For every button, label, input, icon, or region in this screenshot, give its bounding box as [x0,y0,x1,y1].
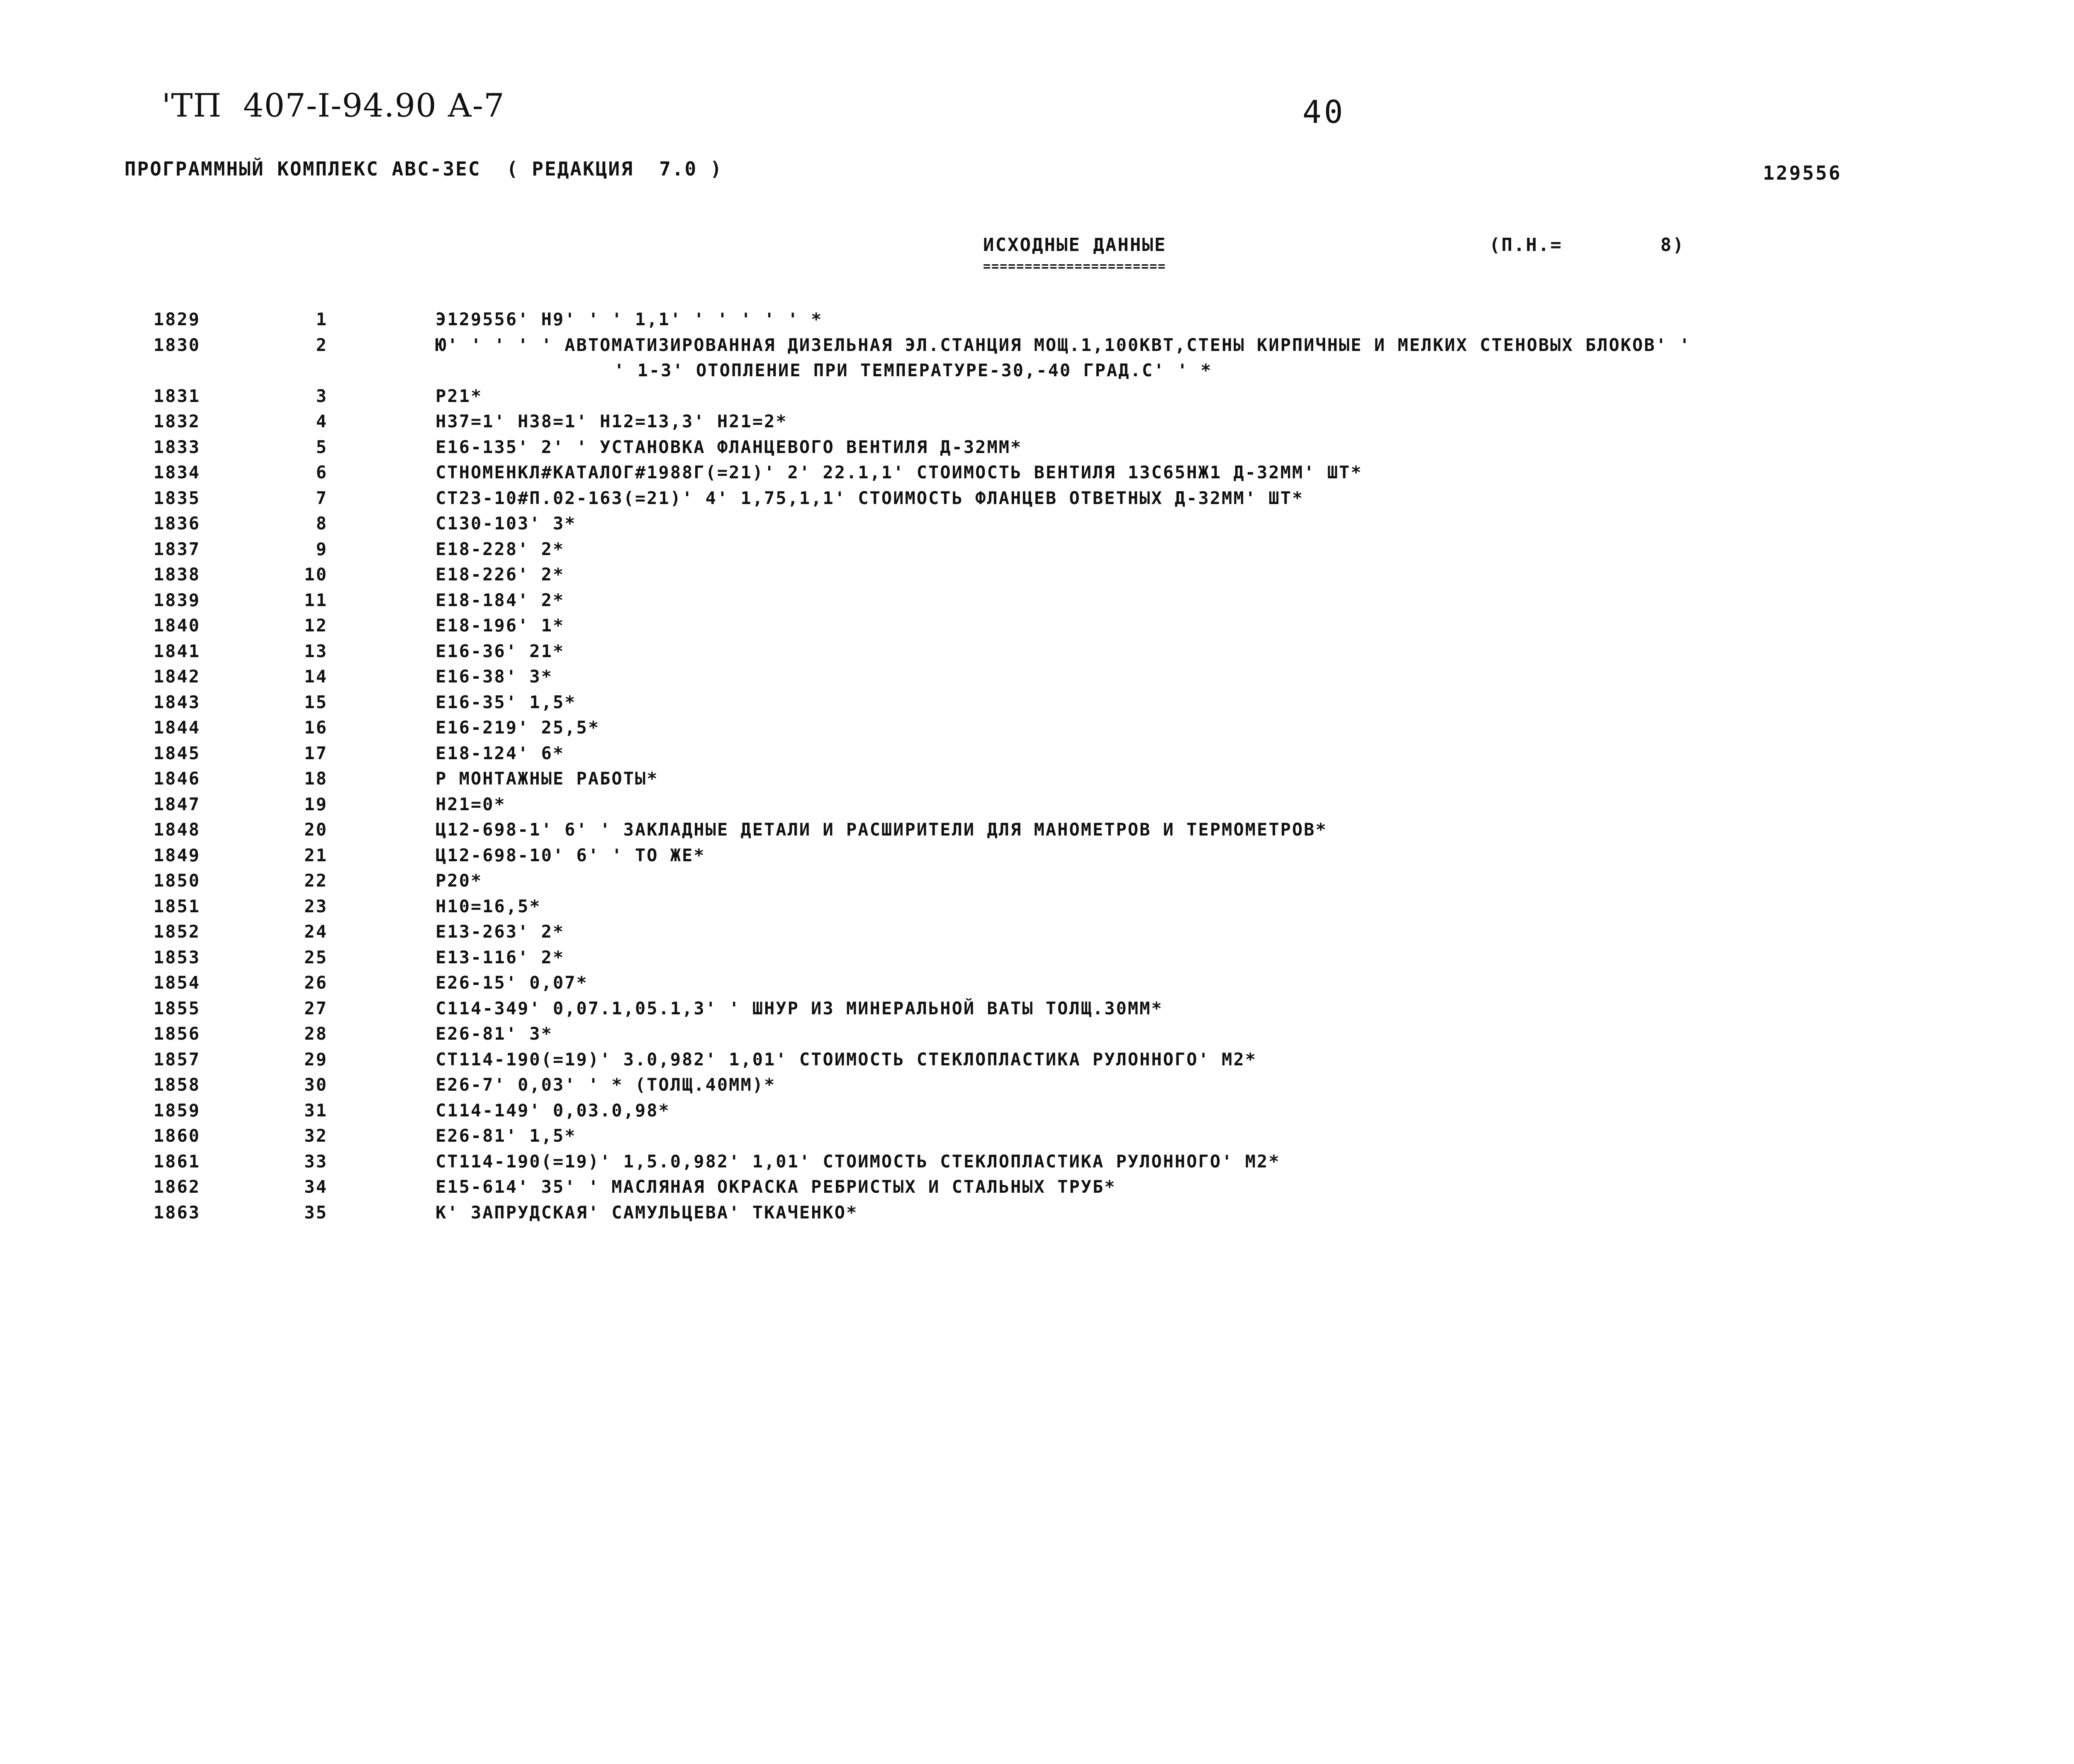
listing-row [0,768,2074,794]
sequence-number: 13 [304,641,328,661]
listing-row [0,335,2074,361]
record-text: Н10=16,5* [436,896,541,916]
record-text: Е26-81' 3* [436,1023,553,1044]
sequence-number: 35 [304,1202,328,1223]
record-text: Е26-7' 0,03' ' * (ТОЛЩ.40ММ)* [436,1074,776,1095]
line-number: 1860 [153,1126,201,1146]
sequence-number: 5 [316,436,328,457]
record-text: С114-349' 0,07.1,05.1,3' ' ШНУР ИЗ МИНЕРАЛЬНОЙ ВАТЫ ТОЛЩ.30ММ* [436,998,1163,1018]
record-text: Е16-38' 3* [436,666,553,687]
sequence-number: 15 [304,692,328,712]
listing-row [0,1126,2074,1151]
section-title-underline: ====================== [983,259,1166,274]
line-number: 1830 [153,334,201,355]
listing-row [0,1151,2074,1177]
record-text: Е18-228' 2* [436,538,565,559]
record-text: СТ114-190(=19)' 1,5.0,982' 1,01' СТОИМОСТЬ СТЕКЛОПЛАСТИКА РУЛОННОГО' М2* [436,1151,1280,1172]
line-number: 1846 [153,768,201,789]
listing-continuation-row [0,360,2074,386]
sequence-number: 21 [304,845,328,865]
line-number: 1841 [153,641,201,661]
listing-row [0,590,2074,616]
line-number: 1850 [153,870,201,891]
line-number: 1838 [153,564,201,585]
sequence-number: 34 [304,1177,328,1197]
line-number: 1859 [153,1100,201,1121]
sequence-number: 6 [316,462,328,482]
listing-row [0,1074,2074,1100]
line-number: 1837 [153,538,201,559]
record-text: Н21=0* [436,794,506,814]
section-param: (П.Н.= 8) [1489,234,1685,256]
listing-row [0,947,2074,973]
listing-row [0,386,2074,412]
sequence-number: 31 [304,1100,328,1121]
sequence-number: 30 [304,1074,328,1095]
line-number: 1835 [153,487,201,508]
record-text: Н37=1' Н38=1' Н12=13,3' Н21=2* [436,411,788,431]
line-number: 1843 [153,692,201,712]
line-number: 1857 [153,1049,201,1070]
listing-row [0,921,2074,947]
record-text: Е18-226' 2* [436,564,565,585]
sequence-number: 14 [304,666,328,687]
listing-row [0,615,2074,641]
sequence-number: 19 [304,794,328,814]
line-number: 1832 [153,411,201,431]
listing-row [0,309,2074,335]
listing-row [0,819,2074,845]
sequence-number: 23 [304,896,328,916]
line-number: 1840 [153,615,201,636]
section-title: ИСХОДНЫЕ ДАННЫЕ [983,234,1167,256]
sequence-number: 28 [304,1023,328,1044]
line-number: 1847 [153,794,201,814]
line-number: 1862 [153,1177,201,1197]
line-number: 1851 [153,896,201,916]
listing-row [0,488,2074,514]
record-text: Э129556' Н9' ' ' 1,1' ' ' ' ' ' * [436,309,823,329]
line-number: 1834 [153,462,201,482]
listing-row [0,564,2074,590]
listing-row [0,896,2074,922]
line-number: 1861 [153,1151,201,1172]
record-text: С130-103' 3* [436,513,577,534]
listing-row [0,870,2074,896]
record-text: Е15-614' 35' ' МАСЛЯНАЯ ОКРАСКА РЕБРИСТЫХ И СТАЛЬНЫХ ТРУБ* [436,1177,1116,1197]
record-text: Р21* [436,385,483,406]
line-number: 1845 [153,743,201,763]
record-text: СТ114-190(=19)' 3.0,982' 1,01' СТОИМОСТЬ СТЕКЛОПЛАСТИКА РУЛОННОГО' М2* [436,1049,1257,1070]
record-text: Е26-15' 0,07* [436,972,588,993]
sequence-number: 32 [304,1126,328,1146]
record-text: К' ЗАПРУДСКАЯ' САМУЛЬЦЕВА' ТКАЧЕНКО* [436,1202,858,1223]
listing-row [0,1202,2074,1228]
record-text: Е26-81' 1,5* [436,1126,577,1146]
line-number: 1831 [153,385,201,406]
sequence-number: 24 [304,921,328,942]
record-text: Ц12-698-10' 6' ' ТО ЖЕ* [436,845,706,865]
sequence-number: 1 [316,309,328,329]
sequence-number: 8 [316,513,328,534]
sequence-number: 18 [304,768,328,789]
listing-row [0,1177,2074,1202]
line-number: 1855 [153,998,201,1018]
line-number: 1854 [153,972,201,993]
listing-row [0,513,2074,539]
sequence-number: 25 [304,947,328,967]
sequence-number: 7 [316,487,328,508]
sequence-number: 2 [316,334,328,355]
listing-row [0,437,2074,463]
line-number: 1848 [153,819,201,840]
page-number: 40 [1302,93,1346,130]
line-number: 1836 [153,513,201,534]
record-text: Ц12-698-1' 6' ' ЗАКЛАДНЫЕ ДЕТАЛИ И РАСШИРИТЕЛИ ДЛЯ МАНОМЕТРОВ И ТЕРМОМЕТРОВ* [436,819,1327,840]
listing-row [0,717,2074,743]
line-number: 1853 [153,947,201,967]
sequence-number: 27 [304,998,328,1018]
listing-row [0,539,2074,565]
listing-row [0,641,2074,667]
record-text: С114-149' 0,03.0,98* [436,1100,670,1121]
line-number: 1842 [153,666,201,687]
sequence-number: 12 [304,615,328,636]
program-header: ПРОГРАММНЫЙ КОМПЛЕКС АВС-3ЕС ( РЕДАКЦИЯ 7.0 ) [124,158,723,180]
line-number: 1833 [153,436,201,457]
record-text: Е16-36' 21* [436,641,565,661]
record-text: Р МОНТАЖНЫЕ РАБОТЫ* [436,768,659,789]
sequence-number: 4 [316,411,328,431]
sequence-number: 33 [304,1151,328,1172]
listing-row [0,845,2074,871]
listing-row [0,794,2074,820]
sequence-number: 22 [304,870,328,891]
data-listing [0,309,2074,1228]
record-text: СТ23-10#П.02-163(=21)' 4' 1,75,1,1' СТОИМОСТЬ ФЛАНЦЕВ ОТВЕТНЫХ Д-32ММ' ШТ* [436,487,1304,508]
sequence-number: 20 [304,819,328,840]
line-number: 1844 [153,717,201,738]
listing-row [0,666,2074,692]
record-text: Е18-124' 6* [436,743,565,763]
sequence-number: 9 [316,538,328,559]
sequence-number: 3 [316,385,328,406]
listing-row [0,972,2074,998]
record-text: Е16-35' 1,5* [436,692,577,712]
line-number: 1829 [153,309,201,329]
doc-number: 129556 [1763,162,1842,184]
listing-row [0,743,2074,769]
record-text: СТНОМЕНКЛ#КАТАЛОГ#1988Г(=21)' 2' 22.1,1' СТОИМОСТЬ ВЕНТИЛЯ 13С65НЖ1 Д-32ММ' ШТ* [436,462,1363,482]
record-text: Е13-116' 2* [436,947,565,967]
sequence-number: 10 [304,564,328,585]
record-text: Ю' ' ' ' ' АВТОМАТИЗИРОВАННАЯ ДИЗЕЛЬНАЯ ЭЛ.СТАНЦИЯ МОЩ.1,100КВТ,СТЕНЫ КИРПИЧНЫЕ И МЕЛКИХ СТЕНОВЫХ БЛОКОВ' ' [436,334,1691,355]
sequence-number: 29 [304,1049,328,1070]
listing-row [0,462,2074,488]
listing-row [0,411,2074,437]
listing-row [0,1100,2074,1126]
record-text: Е18-196' 1* [436,615,565,636]
record-text: ' 1-3' ОТОПЛЕНИЕ ПРИ ТЕМПЕРАТУРЕ-30,-40 ГРАД.С' ' * [614,360,1212,380]
line-number: 1856 [153,1023,201,1044]
sequence-number: 26 [304,972,328,993]
record-text: Р20* [436,870,483,891]
line-number: 1863 [153,1202,201,1223]
line-number: 1839 [153,590,201,610]
sequence-number: 17 [304,743,328,763]
record-text: Е18-184' 2* [436,590,565,610]
sequence-number: 11 [304,590,328,610]
record-text: Е16-135' 2' ' УСТАНОВКА ФЛАНЦЕВОГО ВЕНТИЛЯ Д-32ММ* [436,436,1022,457]
listing-row [0,998,2074,1024]
listing-row [0,1023,2074,1049]
line-number: 1849 [153,845,201,865]
listing-row [0,1049,2074,1075]
line-number: 1852 [153,921,201,942]
record-text: Е13-263' 2* [436,921,565,942]
sequence-number: 16 [304,717,328,738]
line-number: 1858 [153,1074,201,1095]
record-text: Е16-219' 25,5* [436,717,600,738]
doc-code: 'ТП 407-I-94.90 А-7 [162,87,505,124]
listing-row [0,692,2074,718]
